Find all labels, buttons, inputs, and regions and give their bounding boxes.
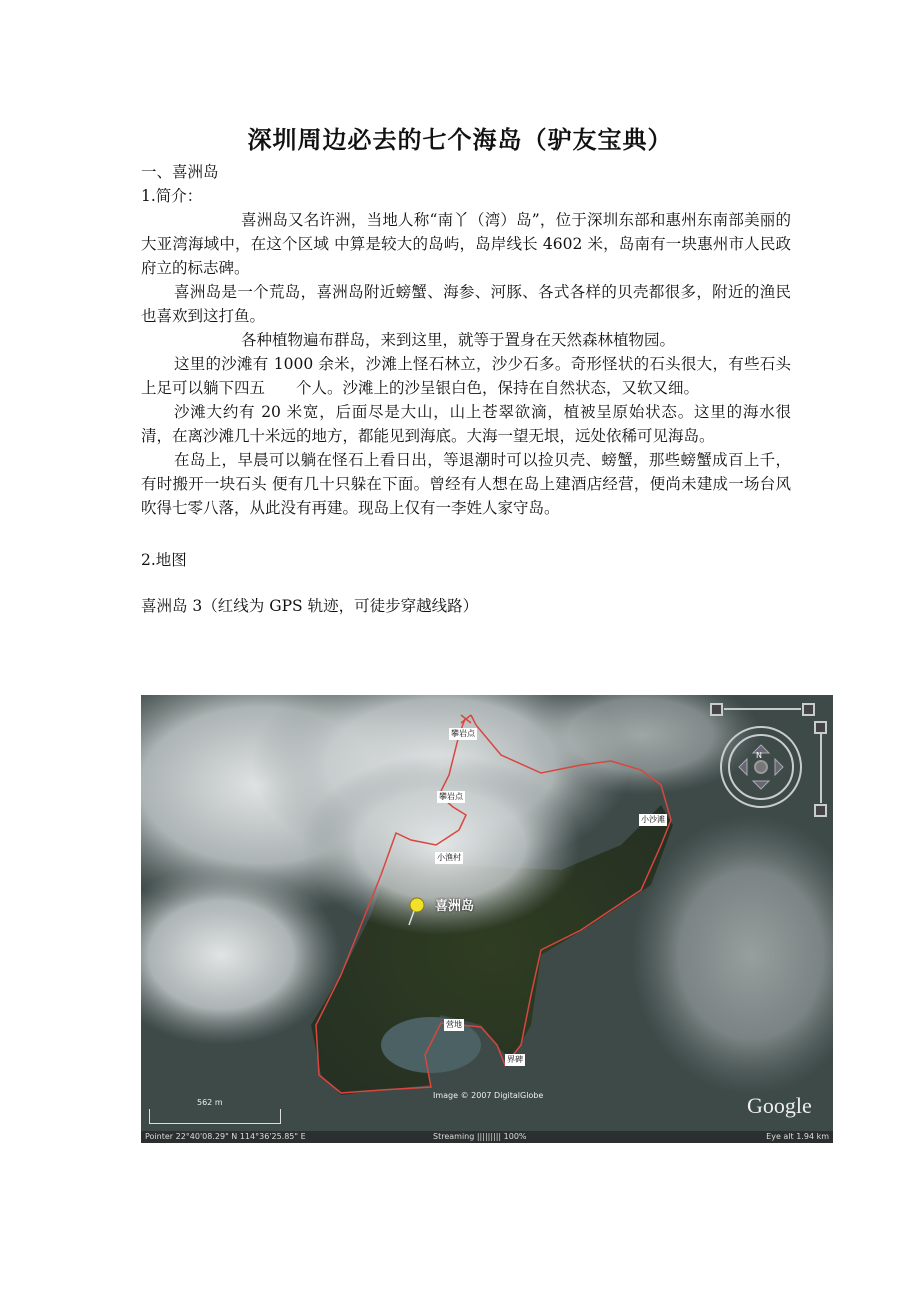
paragraph: 沙滩大约有 20 米宽，后面尽是大山，山上苍翠欲滴，植被呈原始状态。这里的海水很清，在离沙滩几十米远的地方，都能见到海底。大海一望无垠，远处依稀可见海岛。 [141, 403, 791, 445]
streaming-status: Streaming ||||||||| 100% [433, 1132, 527, 1141]
paragraph: 这里的沙滩有 1000 余米，沙滩上怪石林立，沙少石多。奇形怪状的石头很大，有些石头上足可以躺下四五 个人。沙滩上的沙呈银白色，保持在自然状态，又软又细。 [141, 355, 791, 397]
document-title: 深圳周边必去的七个海岛（驴友宝典） [247, 125, 673, 154]
island-name-label: 喜洲岛 [435, 899, 475, 914]
map-label: 攀岩点 [439, 792, 463, 801]
paragraph: 喜洲岛又名许洲，当地人称“南丫（湾）岛”，位于深圳东部和惠州东南部美丽的大亚湾海域中，在这个区域 中算是较大的岛屿，岛岸线长 4602 米，岛南有一块惠州市人民政府立的标志碑。 [141, 211, 791, 277]
image-copyright: Image © 2007 DigitalGlobe [433, 1091, 544, 1100]
map-label: 小渔村 [437, 853, 461, 862]
map-label: 营地 [446, 1020, 462, 1029]
map-graphic [141, 695, 833, 1143]
paragraph: 喜洲岛是一个荒岛，喜洲岛附近螃蟹、海参、河豚、各式各样的贝壳都很多，附近的渔民也喜欢到这打鱼。 [141, 283, 791, 325]
pointer-coordinates: Pointer 22°40'08.29" N 114°36'25.85" E [145, 1132, 306, 1141]
section-heading: 一、喜洲岛 [141, 163, 219, 181]
document-body [141, 160, 791, 618]
satellite-map-image [141, 695, 833, 1143]
paragraph: 各种植物遍布群岛，来到这里，就等于置身在天然森林植物园。 [241, 331, 676, 349]
map-caption: 喜洲岛 3（红线为 GPS 轨迹，可徒步穿越线路） [141, 597, 479, 615]
map-label: 小沙滩 [641, 815, 665, 824]
scale-label: 562 m [197, 1098, 223, 1107]
map-heading: 2.地图 [141, 551, 187, 569]
map-label: 界碑 [507, 1055, 523, 1064]
intro-heading: 1.简介： [141, 187, 203, 205]
google-logo: Google [747, 1093, 812, 1118]
scale-bar [149, 1109, 281, 1124]
eye-altitude: Eye alt 1.94 km [766, 1132, 829, 1141]
compass-north[interactable]: N [756, 751, 762, 760]
paragraph: 在岛上，早晨可以躺在怪石上看日出，等退潮时可以捡贝壳、螃蟹，那些螃蟹成百上千，有时搬开一块石头 便有几十只躲在下面。曾经有人想在岛上建酒店经营，便尚未建成一场台风吹得七零八落，从此没有再建。现岛上仅有一李姓人家守岛。 [141, 451, 791, 517]
map-label: 攀岩点 [451, 729, 475, 738]
map-status-bar [141, 1131, 833, 1143]
